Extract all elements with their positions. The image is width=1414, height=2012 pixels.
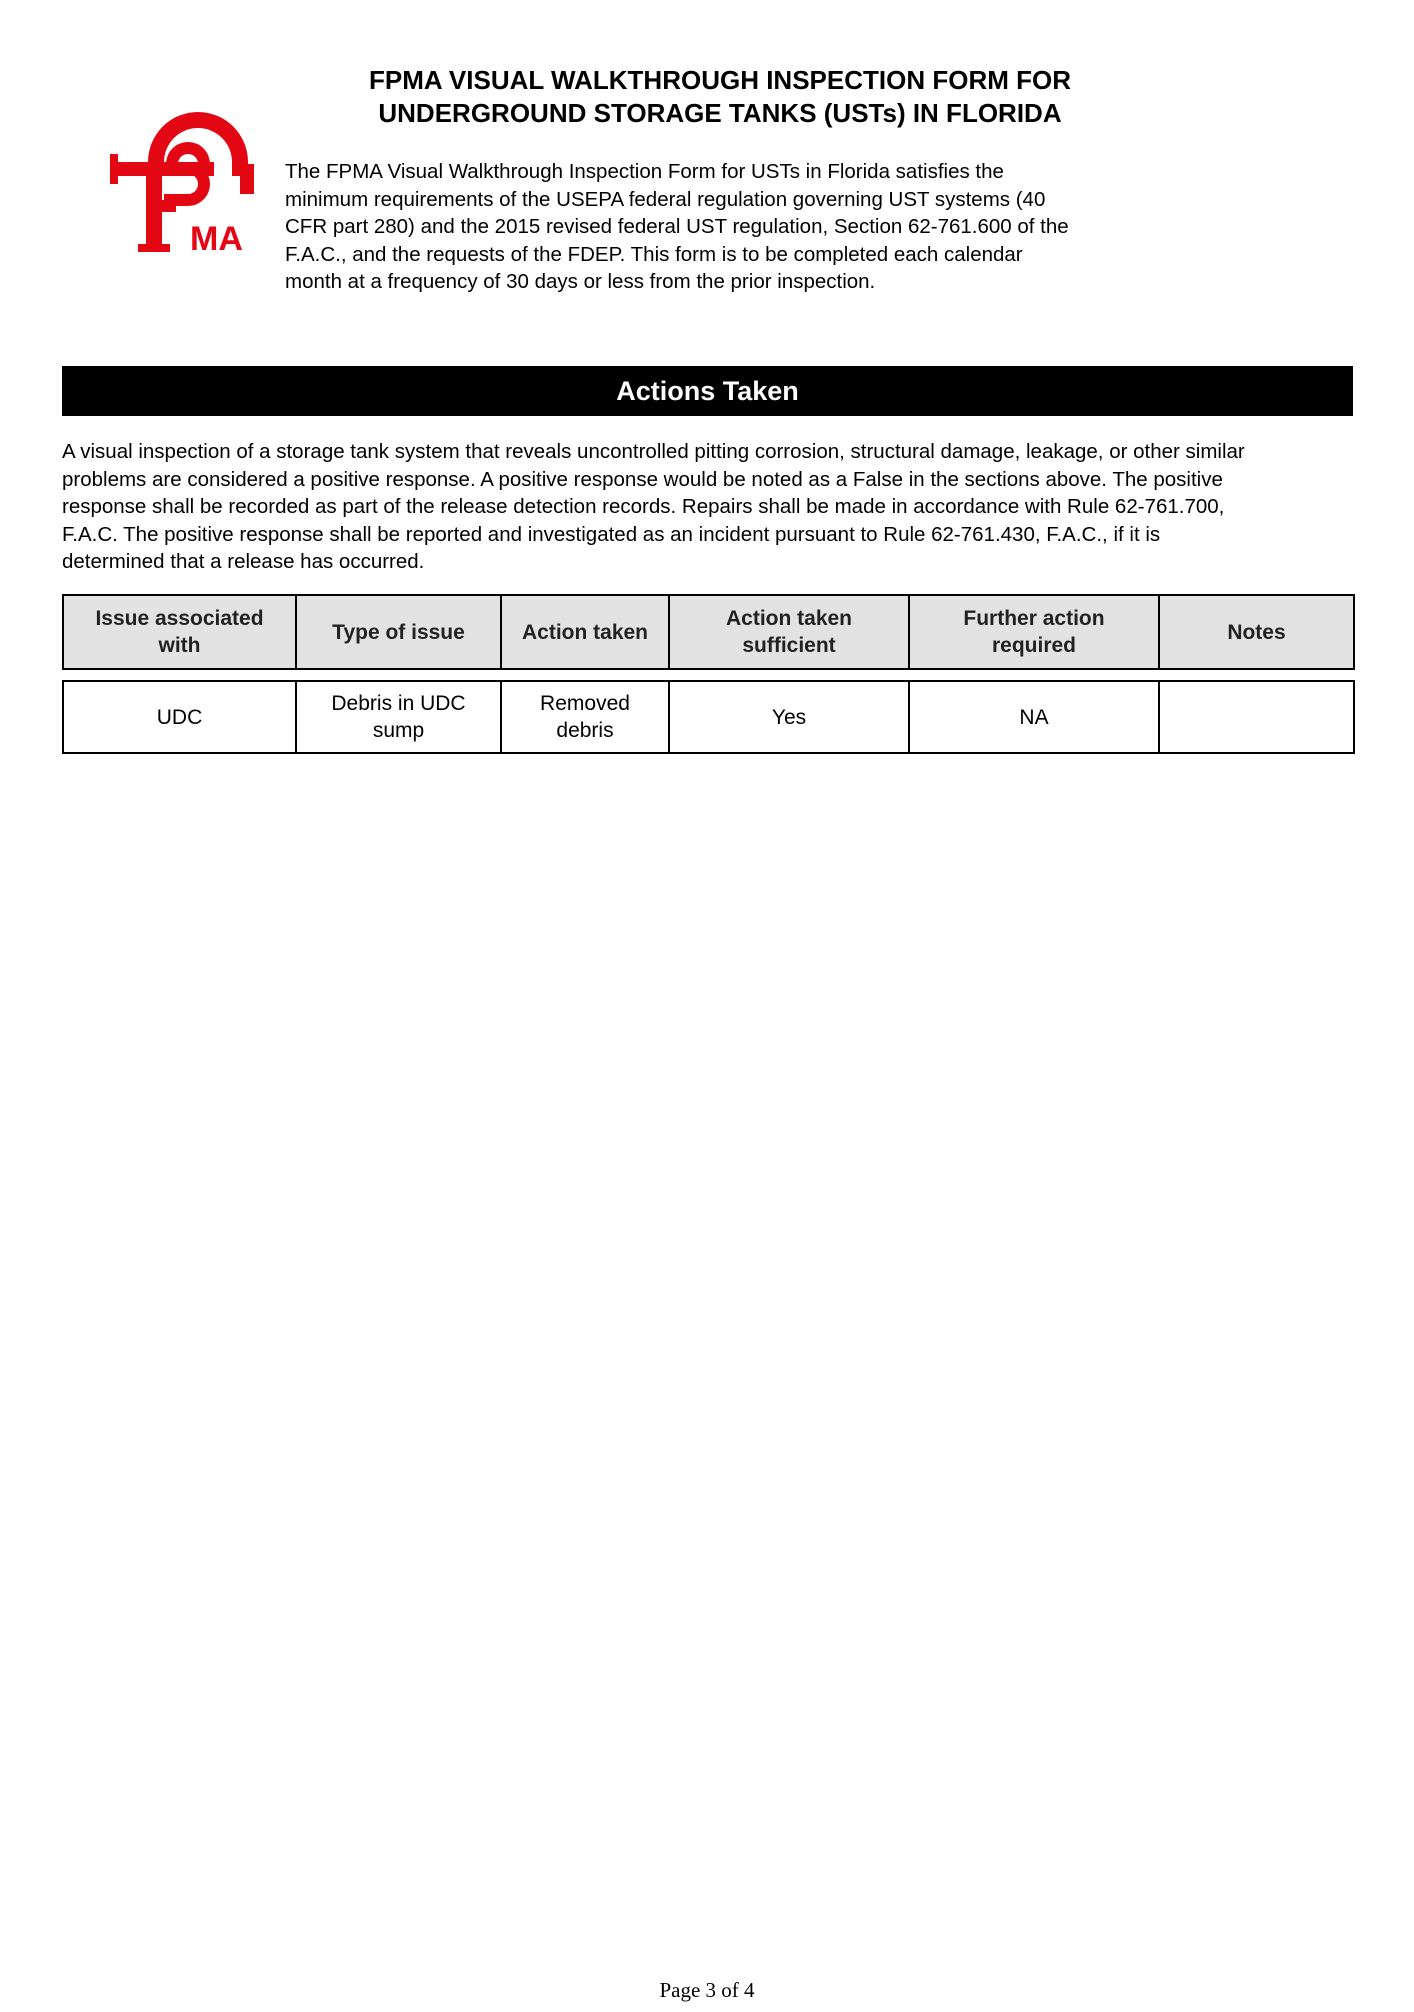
section-body-line: problems are considered a positive response. A positive response would be noted as a False in the sections above. The positive: [62, 467, 1223, 491]
section-header-actions-taken: Actions Taken: [62, 366, 1353, 416]
column-header-action-taken-sufficient: Action taken sufficient: [669, 595, 909, 669]
actions-table-body: [62, 680, 1355, 754]
column-header-action-taken: Action taken: [501, 595, 669, 669]
intro-line: month at a frequency of 30 days or less from the prior inspection.: [285, 270, 876, 293]
section-body-line: determined that a release has occurred.: [62, 550, 425, 573]
column-header-notes: Notes: [1159, 595, 1354, 669]
title-line-2: UNDERGROUND STORAGE TANKS (USTs) IN FLORIDA: [378, 98, 1062, 128]
table-header-row: [63, 595, 1354, 669]
intro-line: CFR part 280) and the 2015 revised federal UST regulation, Section 62-761.600 of the: [285, 215, 1069, 238]
logo-text: MA: [190, 220, 243, 254]
cell-notes: [1159, 681, 1354, 753]
section-body: [62, 438, 1353, 576]
cell-further-action-required: NA: [909, 681, 1159, 753]
intro-paragraph: [285, 158, 1165, 296]
table-row: [63, 681, 1354, 753]
section-body-line: A visual inspection of a storage tank system that reveals uncontrolled pitting corrosion, structural damage, leakage, or other similar: [62, 440, 1245, 463]
fpma-logo: [108, 104, 258, 254]
cell-type-of-issue: Debris in UDC sump: [296, 681, 501, 753]
cell-action-taken-sufficient: Yes: [669, 681, 909, 753]
page-title: [300, 64, 1140, 130]
intro-line: F.A.C., and the requests of the FDEP. This form is to be completed each calendar: [285, 242, 1023, 266]
title-line-1: FPMA VISUAL WALKTHROUGH INSPECTION FORM FOR: [369, 65, 1071, 95]
cell-issue-associated: UDC: [63, 681, 296, 753]
cell-action-taken: Removed debris: [501, 681, 669, 753]
section-body-line: F.A.C. The positive response shall be reported and investigated as an incident pursuant to Rule 62-761.430, F.A.C., if it is: [62, 522, 1161, 546]
column-header-issue-associated: Issue associated with: [63, 595, 296, 669]
column-header-further-action-required: Further action required: [909, 595, 1159, 669]
section-body-line: response shall be recorded as part of the release detection records. Repairs shall be made in accordance with Rule 62-761.700,: [62, 495, 1225, 518]
column-header-type-of-issue: Type of issue: [296, 595, 501, 669]
page-number: Page 3 of 4: [659, 1978, 755, 2002]
actions-table-header: [62, 594, 1355, 670]
intro-line: The FPMA Visual Walkthrough Inspection Form for USTs in Florida satisfies the: [285, 160, 1004, 183]
intro-line: minimum requirements of the USEPA federal regulation governing UST systems (40: [285, 187, 1046, 211]
